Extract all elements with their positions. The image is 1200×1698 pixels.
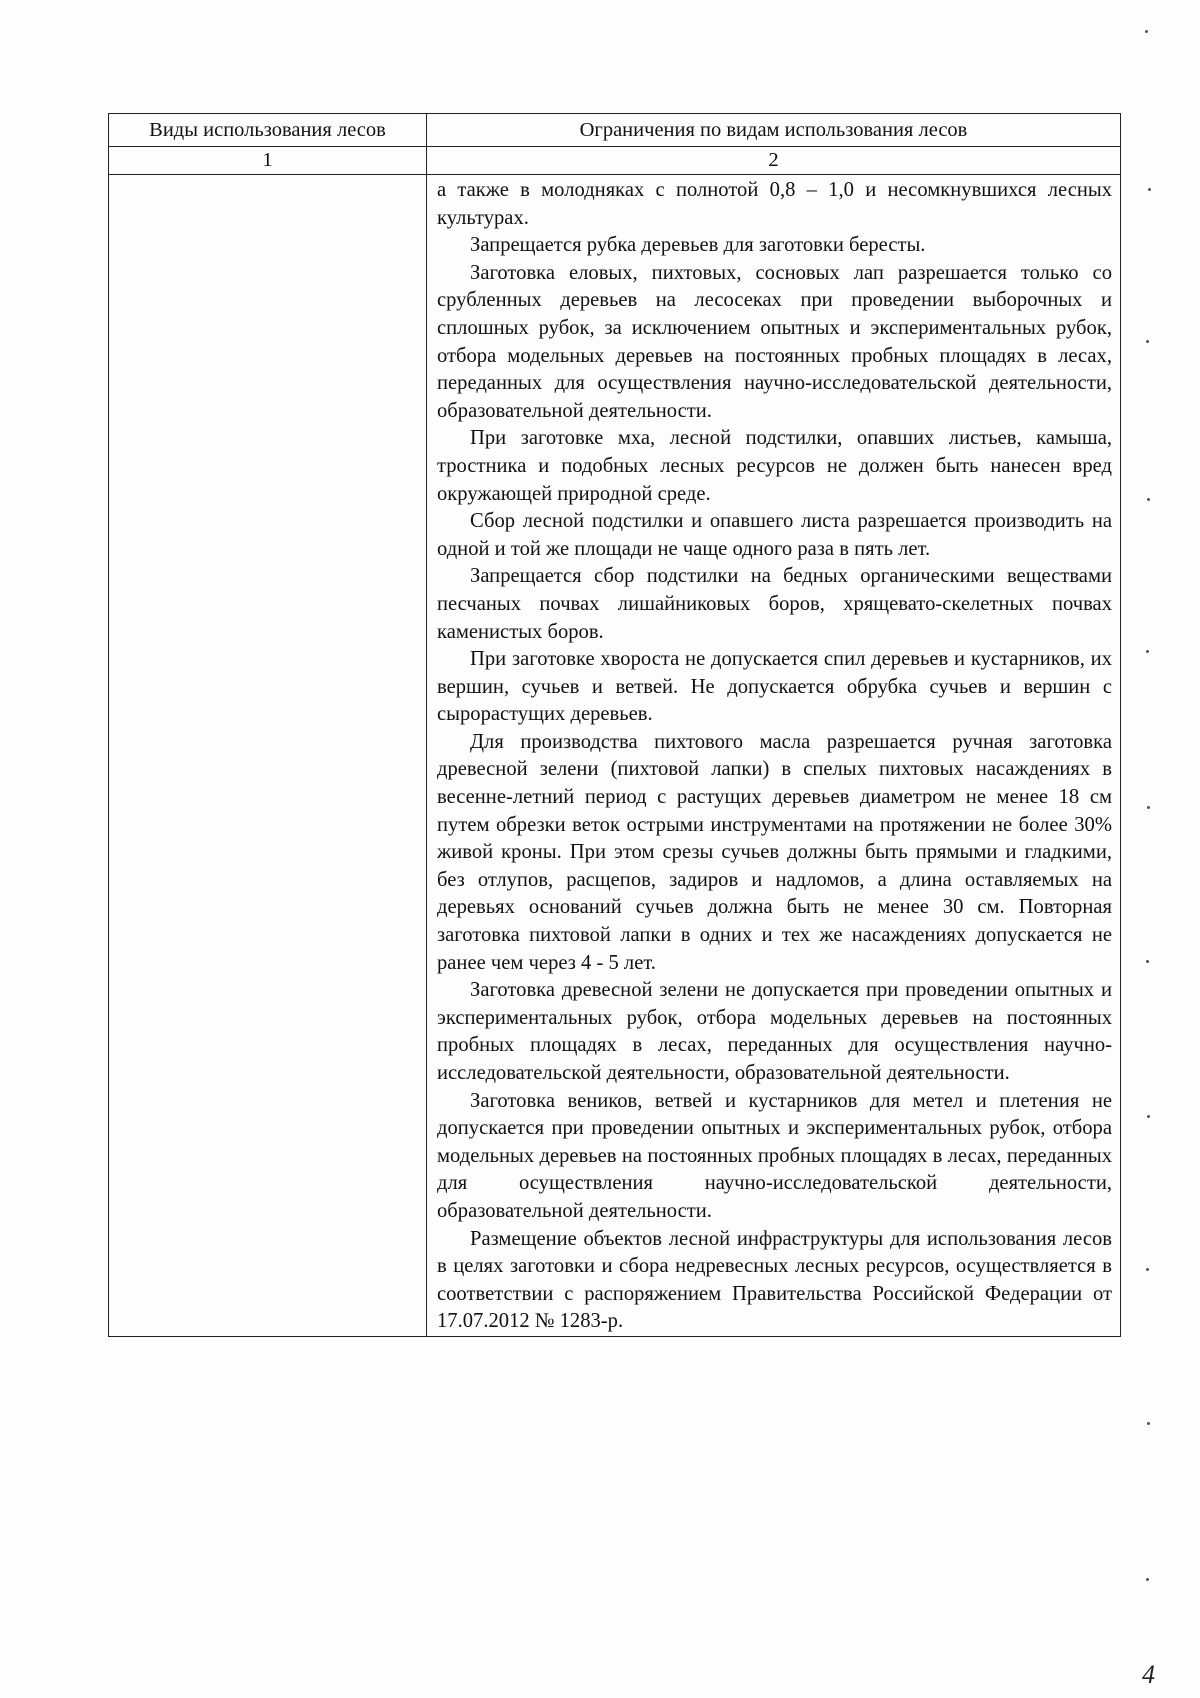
paragraph: Для производства пихтового масла разрешается ручная заготовка древесной зелени (пихтовой лапки) в спелых пихтовых насаждениях в весенне-летний период с растущих деревьев диаметром не менее 18 см путем обрезки веток острыми инструментами на протяжении не более 30% живой кроны. При этом срезы сучьев должны быть прямыми и гладкими, без отлупов, расщепов, задиров и надломов, а длина оставляемых на деревьях оснований сучьев должна быть не менее 30 см. Повторная заготовка пихтовой лапки в одних и тех же насаждениях допускается не ранее чем через 4 - 5 лет. (437, 730, 1112, 974)
scan-speck (1147, 1115, 1150, 1118)
column-number-1: 1 (109, 147, 427, 175)
restrictions-cell (427, 175, 1121, 1337)
page-number: 4 (1142, 1660, 1155, 1689)
paragraph: Заготовка веников, ветвей и кустарников для метел и плетения не допускается при проведении опытных и экспериментальных рубок, отбора модельных деревьев на постоянных пробных площадях в лесах, переданных для осуществления научно-исследовательской деятельности, образовательной деятельности. (437, 1089, 1112, 1222)
scan-speck (1147, 1422, 1150, 1425)
scan-speck (1146, 1578, 1149, 1581)
scan-speck (1146, 650, 1149, 653)
scan-speck (1146, 340, 1149, 343)
paragraph: а также в молодняках с полнотой 0,8 – 1,0 и несомкнувшихся лесных культурах. (437, 179, 1112, 229)
paragraph: Запрещается сбор подстилки на бедных органическими веществами песчаных почвах лишайниковых боров, хрящевато-скелетных почвах каменистых боров. (437, 565, 1112, 643)
scan-speck (1148, 188, 1151, 191)
scan-speck (1146, 960, 1149, 963)
forest-use-type-cell (109, 175, 427, 1337)
header-forest-use-types: Виды использования лесов (109, 114, 427, 147)
column-number-2: 2 (427, 147, 1121, 175)
table-header-row (109, 114, 1121, 147)
table-column-number-row (109, 147, 1121, 175)
scan-speck (1146, 1268, 1149, 1271)
restrictions-table (108, 113, 1121, 1337)
paragraph: При заготовке мха, лесной подстилки, опавших листьев, камыша, тростника и подобных лесных ресурсов не должен быть нанесен вред окружающей природной среде. (437, 427, 1112, 505)
scan-speck (1145, 30, 1148, 33)
paragraph: Заготовка древесной зелени не допускается при проведении опытных и экспериментальных рубок, отбора модельных деревьев на постоянных пробных площадях в лесах, переданных для осуществления научно-исследовательской деятельности, образовательной деятельности. (437, 979, 1112, 1084)
paragraph: Заготовка еловых, пихтовых, сосновых лап разрешается только со срубленных деревьев на лесосеках при проведении выборочных и сплошных рубок, за исключением опытных и экспериментальных рубок, отбора модельных деревьев на постоянных пробных площадях в лесах, переданных для осуществления научно-исследовательской деятельности, образовательной деятельности. (437, 261, 1112, 422)
paragraph: Запрещается рубка деревьев для заготовки бересты. (470, 234, 926, 257)
table-row (109, 175, 1121, 1337)
scan-speck (1147, 806, 1150, 809)
paragraph: Размещение объектов лесной инфраструктуры для использования лесов в целях заготовки и сбора недревесных лесных ресурсов, осуществляется в соответствии с распоряжением Правительства Российской Федерации от 17.07.2012 № 1283-р. (437, 1227, 1112, 1333)
paragraph: При заготовке хвороста не допускается спил деревьев и кустарников, их вершин, сучьев и ветвей. Не допускается обрубка сучьев и вершин с сырорастущих деревьев. (437, 648, 1112, 726)
scan-speck (1147, 498, 1150, 501)
header-restrictions: Ограничения по видам использования лесов (427, 114, 1121, 147)
paragraph: Сбор лесной подстилки и опавшего листа разрешается производить на одной и той же площади не чаще одного раза в пять лет. (437, 510, 1112, 560)
